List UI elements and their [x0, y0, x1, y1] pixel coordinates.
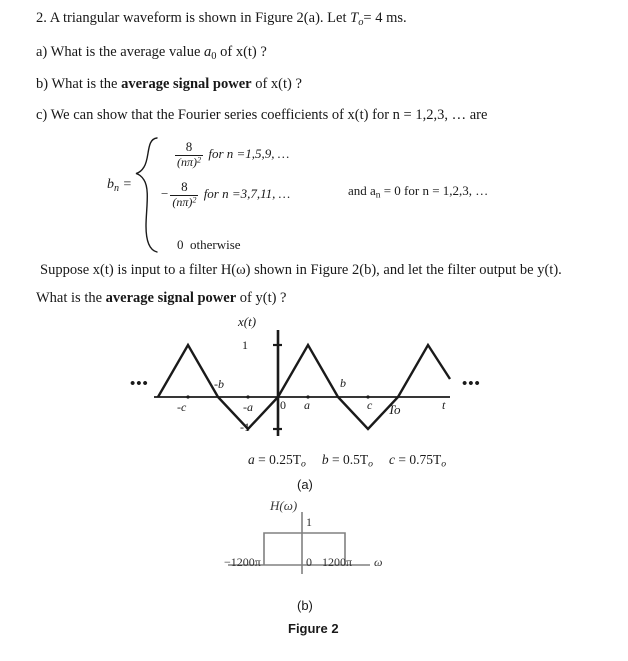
suppose-line-2 — [36, 290, 286, 307]
condition-case-2: for n =3,7,11, … — [203, 185, 291, 201]
waveform-label-origin: 0 — [280, 398, 286, 412]
figure-2a-waveform — [130, 316, 502, 444]
filter-cutoff-positive: 1200π — [322, 555, 353, 569]
tick-neg-a — [246, 395, 249, 398]
suppose2-emphasis: average signal power — [105, 290, 237, 306]
const-b-value — [342, 452, 373, 470]
waveform-label-c: c — [367, 398, 373, 412]
equation-case-2 — [161, 180, 290, 209]
const-b-number: 0.5T — [342, 452, 369, 467]
question-part-a — [36, 44, 267, 63]
an-side-note — [348, 183, 488, 201]
part-c-text: c) We can show that the Fourier series coefficients of x(t) for n = 1,2,3, … are — [36, 107, 488, 123]
filter-x-axis-label: ω — [374, 555, 383, 569]
waveform-label-neg-a: -a — [243, 400, 253, 414]
filter-y-axis-label: H(ω) — [270, 498, 298, 513]
waveform-label-neg-c: -c — [177, 400, 187, 414]
const-a-number: 0.25T — [269, 452, 301, 467]
period-subscript: o — [358, 16, 364, 28]
const-c-value — [409, 452, 447, 470]
equation-case-3 — [177, 237, 241, 253]
const-a-sub: o — [301, 458, 306, 470]
part-b-prefix: b) What is the — [36, 76, 122, 92]
waveform-plot — [130, 316, 502, 444]
a0-symbol: a — [204, 44, 212, 60]
problem-intro-line — [36, 10, 407, 29]
triangular-waveform-trace — [158, 345, 450, 429]
suppose-line-1 — [40, 262, 562, 279]
filter-origin-label: 0 — [306, 555, 312, 569]
waveform-ellipsis-left: ••• — [130, 376, 149, 392]
an-subscript: n — [375, 190, 381, 201]
const-b-sub: o — [368, 458, 373, 470]
value-case-3: 0 — [177, 237, 184, 252]
waveform-constants-line — [248, 452, 446, 470]
figure-2-caption: Figure 2 — [288, 621, 339, 636]
const-a-equals: = — [258, 452, 266, 467]
denominator-case-1 — [175, 156, 203, 169]
part-b-emphasis: average signal power — [121, 76, 252, 92]
waveform-y-axis-label: x(t) — [238, 314, 257, 329]
suppose2-prefix: What is the — [36, 290, 106, 306]
const-c-name: c — [388, 452, 395, 467]
side-note-tail: = 0 for n = 1,2,3, … — [383, 183, 489, 198]
suppose2-suffix: of y(t) ? — [236, 290, 287, 306]
const-c-equals: = — [398, 452, 406, 467]
minus-sign-case-2: − — [161, 185, 169, 201]
figure-2b-filter — [222, 500, 412, 580]
bn-label — [107, 177, 132, 194]
numerator-case-1: 8 — [185, 139, 193, 154]
waveform-ellipsis-right: ••• — [462, 376, 481, 392]
fraction-case-1 — [175, 140, 203, 169]
filter-cutoff-negative: −1200π — [224, 555, 261, 569]
denominator-base-1: (nπ) — [177, 155, 198, 170]
a0-subscript: 0 — [211, 50, 217, 62]
part-a-tail: of x(t) ? — [216, 44, 267, 60]
bn-subscript: n — [114, 182, 120, 194]
const-a-name: a — [248, 452, 255, 467]
tick-neg-c — [186, 395, 189, 398]
denominator-exponent-2: 2 — [192, 195, 197, 205]
waveform-label-neg-b: -b — [214, 377, 224, 391]
period-symbol: T — [350, 10, 359, 26]
const-b-name: b — [321, 452, 329, 467]
denominator-case-2 — [170, 196, 198, 209]
part-b-suffix: of x(t) ? — [251, 76, 302, 92]
question-part-b — [36, 76, 302, 93]
waveform-label-neg-one: -1 — [240, 420, 250, 434]
denominator-base-2: (nπ) — [172, 195, 193, 210]
const-b-equals: = — [331, 452, 340, 467]
waveform-x-axis-label: t — [442, 398, 446, 412]
equals-sign: = — [122, 177, 132, 192]
condition-case-1: for n =1,5,9, … — [208, 145, 290, 161]
waveform-label-a: a — [304, 398, 310, 412]
waveform-label-b: b — [340, 376, 346, 390]
question-part-c — [36, 107, 487, 124]
condition-case-3: otherwise — [190, 237, 241, 252]
equation-case-1 — [173, 140, 289, 169]
waveform-label-one: 1 — [242, 338, 248, 352]
denominator-exponent-1: 2 — [197, 155, 202, 165]
const-a-value — [269, 452, 306, 470]
left-curly-brace — [135, 136, 161, 254]
filter-gain-label: 1 — [306, 515, 312, 529]
bn-symbol: b — [107, 177, 114, 192]
figure-2a-caption: (a) — [297, 477, 313, 492]
side-note-prefix: and a — [348, 183, 376, 198]
suppose-text: Suppose x(t) is input to a filter H(ω) shown in Figure 2(b), and let the filter output be y(t). — [40, 262, 562, 278]
waveform-label-period: To — [388, 402, 401, 417]
const-c-number: 0.75T — [409, 452, 442, 467]
part-a-text: a) What is the average value — [36, 44, 205, 60]
const-c-sub: o — [441, 458, 447, 470]
problem-intro-text: 2. A triangular waveform is shown in Figure 2(a). Let — [36, 10, 351, 26]
fraction-case-2 — [170, 180, 198, 209]
piecewise-equation — [95, 134, 515, 256]
period-value: = 4 ms. — [363, 10, 407, 26]
figure-2b-caption: (b) — [297, 598, 313, 613]
numerator-case-2: 8 — [181, 179, 188, 194]
